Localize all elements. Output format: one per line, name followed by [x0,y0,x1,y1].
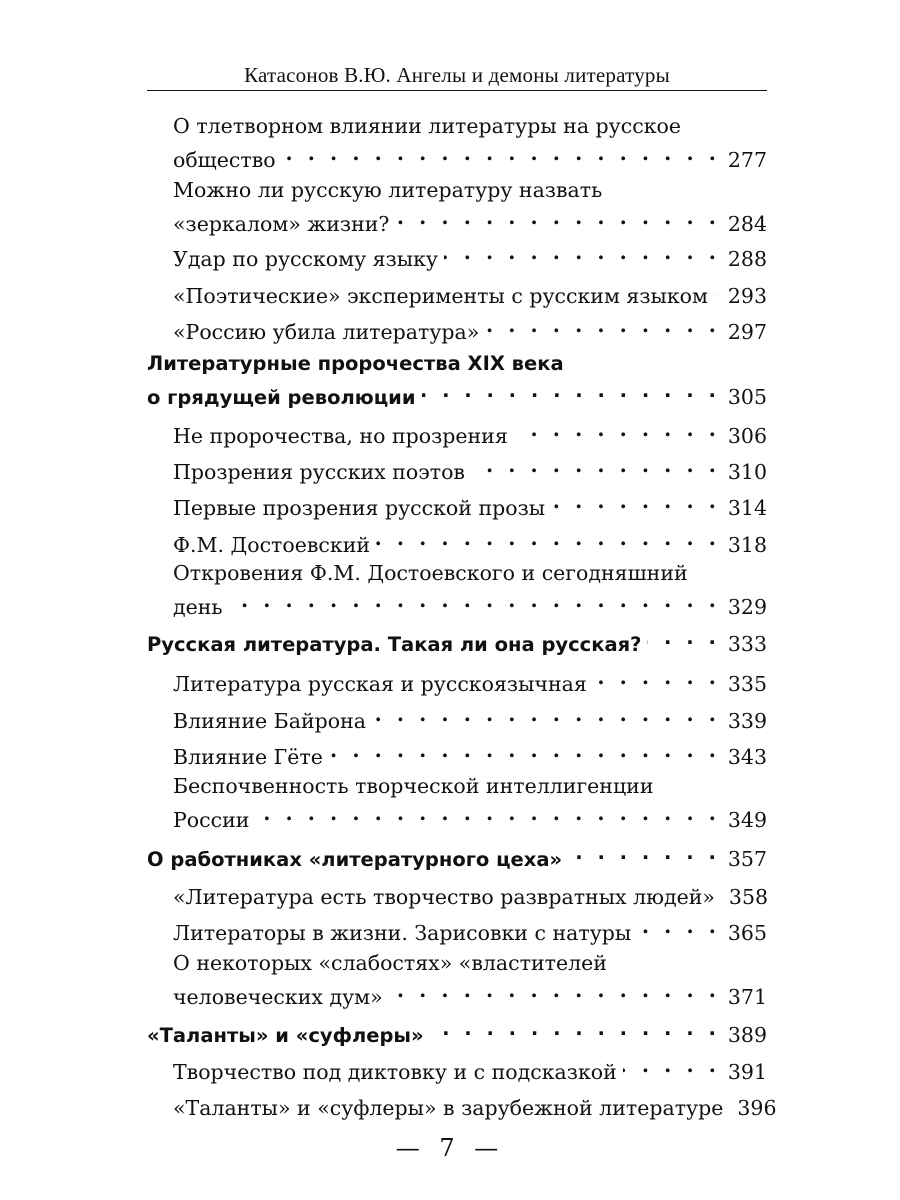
toc-section[interactable] [173,773,767,832]
toc-title-first: О некоторых «слабостях» «властителей [173,951,607,975]
toc-section[interactable] [173,312,767,344]
toc-title-line [173,1088,777,1120]
toc-page-number[interactable]: 358 [728,885,769,909]
toc-title-line [173,1052,767,1084]
toc-page-number[interactable]: 288 [727,247,767,271]
dot-leaders [422,377,720,404]
dot-leaders [430,1015,720,1042]
dot-leaders [714,276,720,303]
toc-page-number[interactable]: 318 [727,533,767,557]
toc-section[interactable] [173,525,767,557]
toc-title: О работниках «литературного цеха» [147,848,563,871]
toc-section[interactable] [173,737,767,769]
toc-page-number[interactable]: 310 [727,460,767,484]
toc-page-number[interactable]: 357 [727,847,767,871]
toc-page-number[interactable]: 284 [727,212,767,236]
toc-title-line [173,204,767,236]
toc-title: общество [173,148,276,172]
toc-title-line [173,587,767,619]
toc-section[interactable] [173,113,767,172]
dot-leaders [568,839,720,866]
toc-page-number[interactable]: 293 [727,284,767,308]
toc-title-line [173,525,767,557]
toc-title: Литераторы в жизни. Зарисовки с натуры [173,921,632,945]
toc-title: Творчество под диктовку и с подсказкой [173,1060,617,1084]
toc-page-number[interactable]: 339 [727,709,767,733]
toc-title: Удар по русскому языку [173,247,438,271]
toc-title: России [173,808,250,832]
toc-page-number[interactable]: 371 [727,985,767,1009]
dot-leaders [593,664,720,691]
toc-title-line [173,800,767,832]
toc-title-line [173,664,767,696]
toc-title: Влияние Байрона [173,709,366,733]
toc-title: день [173,595,223,619]
toc-section[interactable] [173,950,767,1009]
dot-leaders [623,1052,720,1079]
toc-title-line [147,1015,767,1047]
toc-title-line [173,701,767,733]
toc-page-number[interactable]: 396 [737,1096,777,1120]
toc-title-line [173,977,767,1009]
toc-title-line [147,377,767,409]
toc-title-line [173,416,767,448]
toc-section[interactable] [173,913,767,945]
toc-section[interactable] [173,1088,777,1120]
toc-page-number[interactable]: 305 [727,385,767,409]
toc-title-line [147,839,767,871]
dot-leaders [514,416,720,443]
toc-title-line [173,877,769,909]
dot-leaders [647,624,719,651]
toc-title-line [173,452,767,484]
running-header: Катасонов В.Ю. Ангелы и демоны литературы [244,63,670,87]
toc-title-line [173,913,767,945]
toc-title: человеческих дум» [173,985,383,1009]
dot-leaders [389,977,720,1004]
toc-title-first: О тлетворном влиянии литературы на русское [173,114,681,138]
toc-page-number[interactable]: 349 [727,808,767,832]
toc-title: «зеркалом» жизни? [173,212,390,236]
dot-leaders [471,452,720,479]
toc-title-line [173,773,767,800]
toc-title: Прозрения русских поэтов [173,460,465,484]
toc-title: Не пророчества, но прозрения [173,424,508,448]
toc-section[interactable] [173,560,767,619]
toc-title-first: Беспочвенность творческой интеллигенции [173,774,654,798]
dot-leaders [637,913,720,940]
toc-section[interactable] [173,877,769,909]
toc-title: Литература русская и русскоязычная [173,672,587,696]
toc-title-first: Литературные пророчества XIX века [147,352,564,375]
toc-title: «Поэтические» эксперименты с русским языком [173,284,708,308]
toc-page-number[interactable]: 277 [727,148,767,172]
toc-section[interactable] [173,488,767,520]
toc-title-line [173,140,767,172]
toc-page-number[interactable]: 343 [727,745,767,769]
toc-title-line [173,488,767,520]
toc-section[interactable] [173,276,767,308]
toc-section[interactable] [173,452,767,484]
toc-title: Влияние Гёте [173,745,323,769]
toc-chapter[interactable] [147,624,767,656]
dot-leaders [485,312,720,339]
toc-title-line [173,276,767,308]
toc-title: Ф.М. Достоевский [173,533,371,557]
toc-title-line [173,312,767,344]
toc-page-number[interactable]: 314 [727,496,767,520]
toc-chapter[interactable] [147,1015,767,1047]
toc-section[interactable] [173,701,767,733]
dot-leaders [329,737,720,764]
dot-leaders [282,140,720,167]
toc-title-line [147,350,767,377]
toc-page-number[interactable]: 365 [727,921,767,945]
toc-page-number[interactable]: 335 [727,672,767,696]
dot-leaders [444,239,720,266]
toc-page-number[interactable]: 391 [727,1060,767,1084]
toc-page-number[interactable]: 329 [727,595,767,619]
dot-leaders [551,488,720,515]
toc-chapter[interactable] [147,839,767,871]
toc-section[interactable] [173,1052,767,1084]
toc-page-number[interactable]: 297 [727,320,767,344]
dot-leaders [395,204,719,231]
toc-title-line [147,624,767,656]
toc-title-line [173,177,767,204]
dot-leaders [229,587,720,614]
toc-title-line [173,737,767,769]
toc-title-first: Можно ли русскую литературу назвать [173,178,603,202]
toc-section[interactable] [173,416,767,448]
toc-title-line [173,950,767,977]
toc-title-first: Откровения Ф.М. Достоевского и сегодняшний [173,561,688,585]
toc-title: о грядущей революции [147,386,416,409]
toc-title: Русская литература. Такая ли она русская? [147,633,642,656]
dot-leaders [372,701,720,728]
dot-leaders [255,800,719,827]
toc-section[interactable] [173,239,767,271]
dot-leaders [376,525,720,552]
page-number: — 7 — [395,1134,505,1162]
toc-section[interactable] [173,664,767,696]
toc-title: «Россию убила литература» [173,320,480,344]
toc-title: Первые прозрения русской прозы [173,496,546,520]
toc-title-line [173,239,767,271]
toc-title-line [173,560,767,587]
toc-title: «Литература есть творчество развратных людей» [173,885,715,909]
toc-section[interactable] [173,177,767,236]
toc-page-number[interactable]: 333 [727,632,767,656]
toc-title: «Таланты» и «суфлеры» [147,1024,424,1047]
toc-page-number[interactable]: 306 [727,424,767,448]
toc-title: «Таланты» и «суфлеры» в зарубежной литературе [173,1096,724,1120]
toc-title-line [173,113,767,140]
toc-page-number[interactable]: 389 [727,1023,767,1047]
toc-chapter[interactable] [147,350,767,409]
